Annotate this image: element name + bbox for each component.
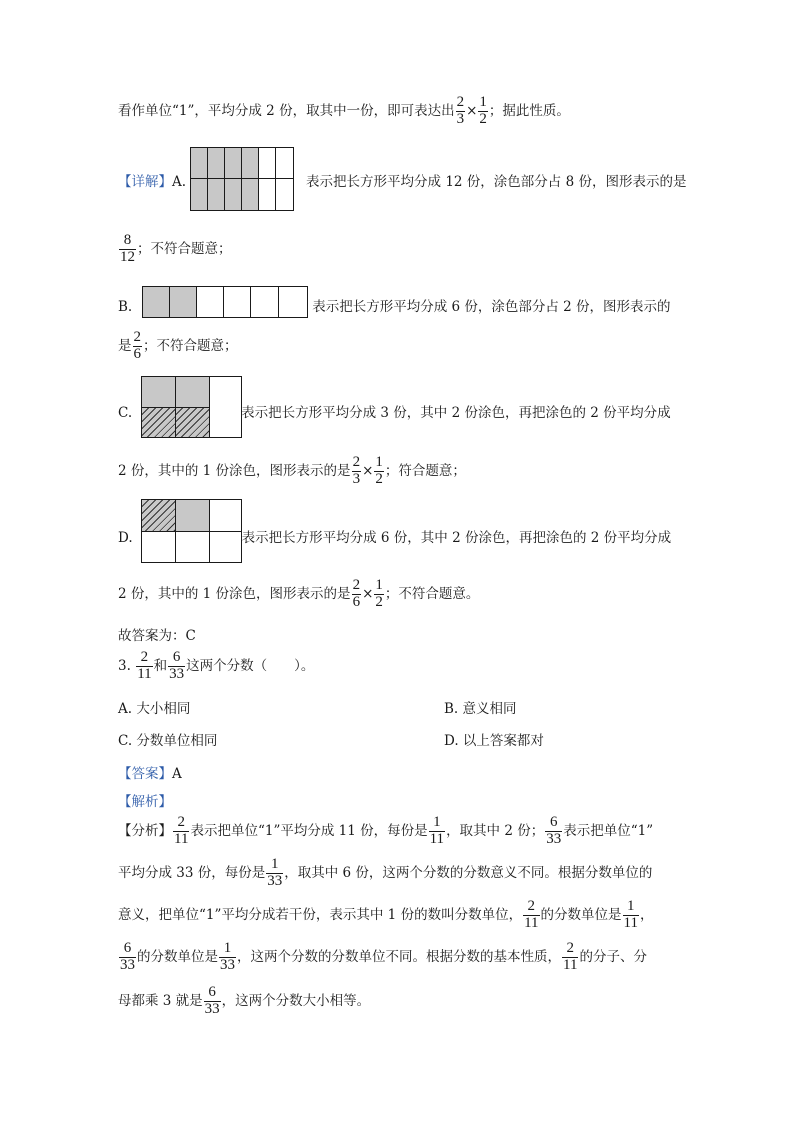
fraction: $\frac{2}{11}$ <box>137 649 152 682</box>
detail-c-line2: 2 份，其中的 1 份涂色，图形表示的是 $\frac{2}{3}$ × $\frac{1}{2}$ ；符合题意； <box>118 454 466 487</box>
option-a: A. 大小相同 <box>118 701 191 717</box>
figure-a-grid <box>190 147 294 211</box>
analysis-line-1: 【分析】 $\frac{2}{11}$ 表示把单位“1”平均分成 11 份，每份是 $\frac{1}{11}$ ，取其中 2 份； $\frac{6}{33}$ 表示把单位“1” <box>118 814 654 847</box>
fraction: $\frac{2}{3}$ <box>456 94 465 127</box>
detail-d-line2: 2 份，其中的 1 份涂色，图形表示的是 $\frac{2}{6}$ × $\frac{1}{2}$ ；不符合题意。 <box>118 577 480 610</box>
intro-line: 看作单位“1”，平均分成 2 份，取其中一份，即可表达出 $\frac{2}{3}$ × $\frac{1}{2}$ ；据此性质。 <box>118 94 570 127</box>
fraction: $\frac{2}{11}$ <box>563 940 578 973</box>
option-d: D. 以上答案都对 <box>444 733 544 749</box>
answer-value: A <box>172 766 182 782</box>
fraction: $\frac{1}{33}$ <box>267 856 283 889</box>
figure-c-grid <box>141 376 242 438</box>
fraction: $\frac{2}{6}$ <box>133 329 141 362</box>
option-c: C. 分数单位相同 <box>118 733 218 749</box>
fraction: $\frac{1}{33}$ <box>220 940 235 973</box>
fraction: $\frac{6}{33}$ <box>120 940 135 973</box>
fraction: $\frac{2}{6}$ <box>352 577 361 610</box>
fraction: $\frac{8}{12}$ <box>120 232 135 265</box>
answer-line: 故答案为：C <box>118 628 196 644</box>
figure-d-grid <box>141 499 242 563</box>
fraction: $\frac{6}{33}$ <box>169 649 185 682</box>
detail-a-line: 【详解】A. 表示把长方形平均分成 12 份，涂色部分占 8 份，图形表示的是 <box>118 174 687 190</box>
fraction: $\frac{1}{11}$ <box>623 898 638 931</box>
analysis-line-3: 意义，把单位“1”平均分成若干份，表示其中 1 份的数叫分数单位， $\frac{2}{11}$ 的分数单位是 $\frac{1}{11}$ ， <box>118 898 654 931</box>
fraction: $\frac{6}{33}$ <box>546 814 562 847</box>
fraction: $\frac{2}{11}$ <box>524 898 539 931</box>
analysis-label: 【分析】 <box>118 822 172 839</box>
detail-b-end: 是 $\frac{2}{6}$ ；不符合题意； <box>118 329 238 362</box>
answer-row <box>118 762 182 782</box>
analysis-line-2: 平均分成 33 份，每份是 $\frac{1}{33}$ ，取其中 6 份，这两个分数的分数意义不同。根据分数单位的 <box>118 856 653 889</box>
question-3-stem: 3. $\frac{2}{11}$ 和 $\frac{6}{33}$ 这两个分数（ ）。 <box>118 649 315 682</box>
fraction: $\frac{2}{3}$ <box>352 454 361 487</box>
detail-c-line: C. 表示把长方形平均分成 3 份，其中 2 份涂色，再把涂色的 2 份平均分成 <box>118 405 671 421</box>
fraction: $\frac{1}{2}$ <box>375 454 383 487</box>
analysis-line-5: 母都乘 3 就是 $\frac{6}{33}$ ，这两个分数大小相等。 <box>118 984 371 1017</box>
fraction: $\frac{1}{2}$ <box>375 577 383 610</box>
answer-tag: 【答案】 <box>118 766 172 782</box>
detail-d-line: D. 表示把长方形平均分成 6 份，其中 2 份涂色，再把涂色的 2 份平均分成 <box>118 530 672 546</box>
option-b: B. 意义相同 <box>444 701 517 717</box>
fraction: $\frac{1}{11}$ <box>429 814 445 847</box>
fraction: $\frac{6}{33}$ <box>204 984 220 1017</box>
fraction: $\frac{1}{2}$ <box>479 94 487 127</box>
detail-tag: 【详解】 <box>118 174 172 190</box>
analysis-line-4: $\frac{6}{33}$ 的分数单位是 $\frac{1}{33}$ ，这两个分数的分数单位不同。根据分数的基本性质， $\frac{2}{11}$ 的分子、分 <box>120 940 647 973</box>
fraction: $\frac{2}{11}$ <box>174 814 189 847</box>
analysis-heading <box>118 790 172 810</box>
detail-a-end: $\frac{8}{12}$ ；不符合题意； <box>120 232 232 265</box>
detail-b-line: B. 表示把长方形平均分成 6 份，涂色部分占 2 份，图形表示的 <box>118 299 671 315</box>
figure-b-grid <box>142 286 308 318</box>
analysis-tag: 【解析】 <box>118 794 172 810</box>
